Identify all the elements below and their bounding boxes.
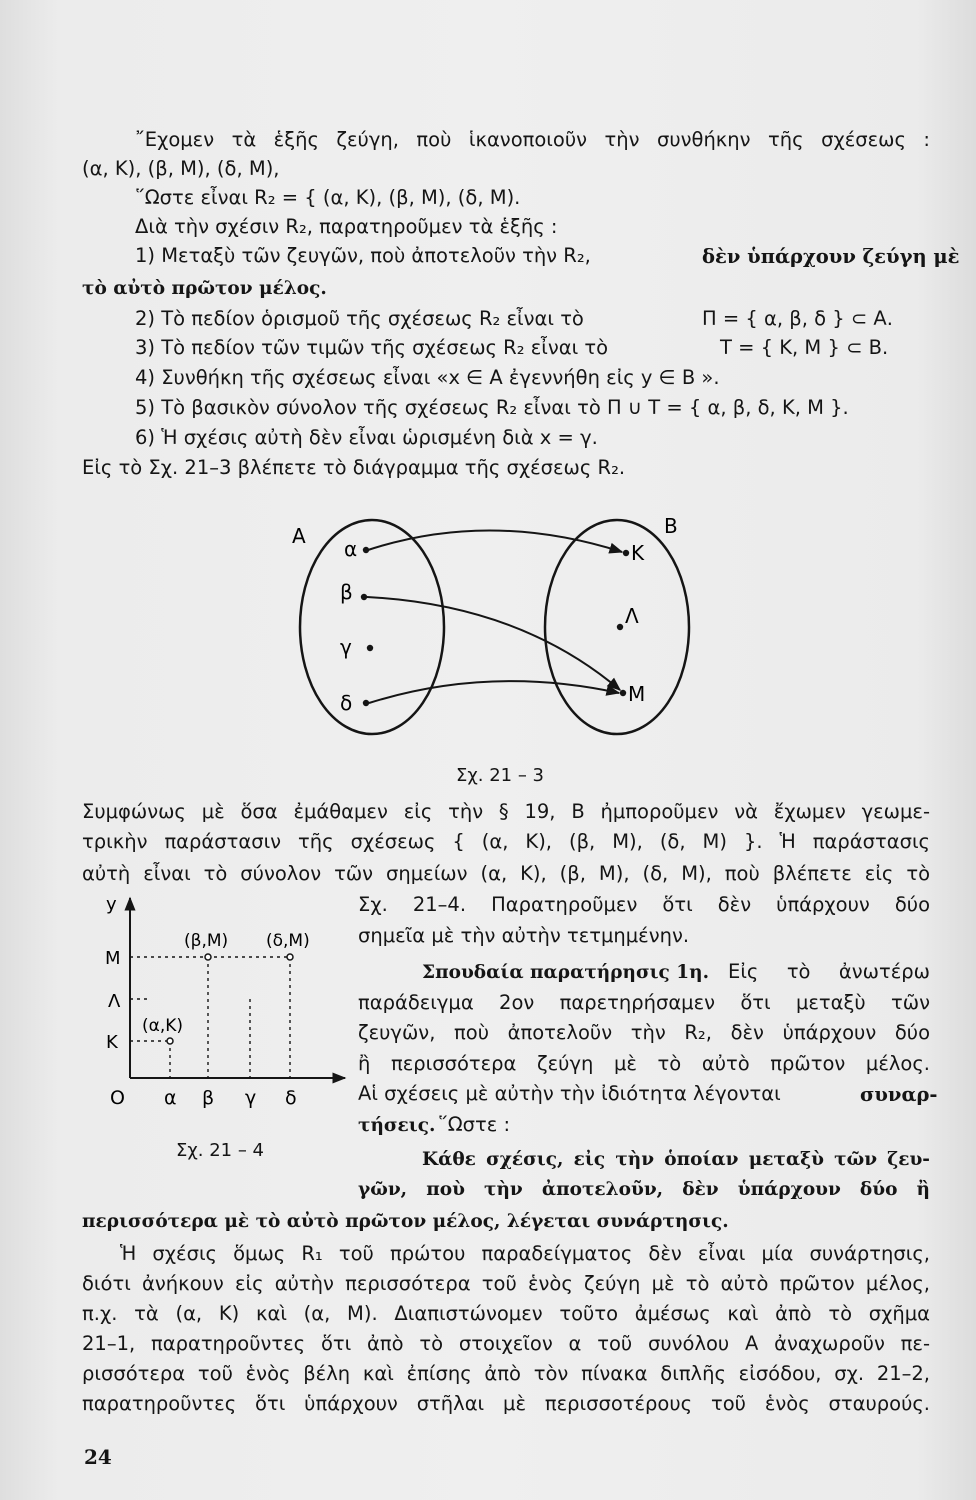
figure-21-3 xyxy=(270,505,710,795)
text-line: 2) Τὸ πεδίον ὁρισμοῦ τῆς σχέσεως R₂ εἶναι τὸ xyxy=(135,307,584,330)
bold-definition: γῶν, ποὺ τὴν ἀποτελοῦν, δὲν ὑπάρχουν δύο ἢ xyxy=(358,1179,930,1200)
bold-phrase: τήσεις. xyxy=(358,1115,436,1136)
text-line: 1) Μεταξὺ τῶν ζευγῶν, ποὺ ἀποτελοῦν τὴν R₂, xyxy=(135,244,591,267)
element-label: β xyxy=(340,580,353,604)
text-line: 5) Τὸ βασικὸν σύνολον τῆς σχέσεως R₂ εἶναι τὸ Π ∪ Τ = { α, β, δ, Κ, Μ }. xyxy=(135,396,849,419)
text-line: παρατηροῦντες ὅτι ὑπάρχουν στῆλαι μὲ περισσοτέρους τοῦ ἑνὸς σταυρούς. xyxy=(82,1392,930,1415)
point-delta-m xyxy=(287,954,293,960)
element-label: Κ xyxy=(631,541,645,565)
text-line: ῞Ωστε : xyxy=(438,1113,511,1136)
x-tick-label: β xyxy=(202,1087,215,1109)
set-definition: Τ = { Κ, Μ } ⊂ Β. xyxy=(720,336,889,359)
text-line: (α, Κ), (β, Μ), (δ, Μ), xyxy=(82,157,280,180)
text-line: Σχ. 21–4. Παρατηροῦμεν ὅτι δὲν ὑπάρχουν δύο xyxy=(358,893,930,916)
figure-21-4 xyxy=(100,888,350,1110)
y-axis-label: y xyxy=(106,894,117,915)
bold-phrase: τὸ αὐτὸ πρῶτον μέλος. xyxy=(82,278,327,299)
bold-definition: περισσότερα μὲ τὸ αὐτὸ πρῶτον μέλος, λέγεται συνάρτησις. xyxy=(82,1211,729,1232)
text-line: ρισσότερα τοῦ ἑνὸς βέλη καὶ ἐπίσης ἀπὸ τὸν πίνακα διπλῆς εἰσόδου, σχ. 21–2, xyxy=(82,1362,930,1385)
element-label: γ xyxy=(340,635,352,659)
origin-label: O xyxy=(110,1087,125,1109)
point-label: (α,Κ) xyxy=(142,1016,184,1036)
y-tick-label: Λ xyxy=(108,991,121,1012)
arrow-beta-m xyxy=(367,597,620,690)
figure-caption: Σχ. 21 – 3 xyxy=(456,765,545,786)
point-label: (δ,Μ) xyxy=(266,931,310,951)
text-line: ῎Εχομεν τὰ ἑξῆς ζεύγη, ποὺ ἱκανοποιοῦν τὴν συνθήκην τῆς σχέσεως : xyxy=(135,128,930,151)
element-label: δ xyxy=(340,691,353,715)
x-tick-label: γ xyxy=(245,1087,257,1109)
text-line: Συμφώνως μὲ ὅσα ἐμάθαμεν εἰς τὴν § 19, Β ἠμποροῦμεν νὰ ἔχωμεν γεωμε- xyxy=(82,800,930,823)
point-alpha-k xyxy=(167,1038,173,1044)
text-line: ζευγῶν, ποὺ ἀποτελοῦν τὴν R₂, δὲν ὑπάρχουν δύο xyxy=(358,1021,930,1044)
page-number: 24 xyxy=(84,1445,112,1469)
text-line: 3) Τὸ πεδίον τῶν τιμῶν τῆς σχέσεως R₂ εἶναι τὸ xyxy=(135,336,609,359)
element-label: α xyxy=(344,537,358,561)
element-label: Μ xyxy=(628,682,646,706)
text-line: τρικὴν παράστασιν τῆς σχέσεως { (α, Κ), (β, Μ), (δ, Μ) }. Ἡ παράστασις xyxy=(82,830,930,853)
bold-definition: Κάθε σχέσις, εἰς τὴν ὁποίαν μεταξὺ τῶν ζευ- xyxy=(422,1149,930,1170)
figure-caption: Σχ. 21 – 4 xyxy=(176,1140,265,1161)
text-line: 4) Συνθήκη τῆς σχέσεως εἶναι «x ∈ A ἐγεννήθη εἰς y ∈ B ». xyxy=(135,366,720,389)
y-tick-label: Μ xyxy=(105,948,121,969)
text-line: αὐτὴ εἶναι τὸ σύνολον τῶν σημείων (α, Κ), (β, Μ), (δ, Μ), ποὺ βλέπετε εἰς τὸ xyxy=(82,862,930,885)
text-line: Εἰς τὸ ἀνωτέρω xyxy=(728,960,930,983)
arrow-delta-m xyxy=(369,681,619,703)
text-line: π.χ. τὰ (α, Κ) καὶ (α, Μ). Διαπιστώνομεν τοῦτο ἀμέσως καὶ ἀπὸ τὸ σχῆμα xyxy=(82,1302,930,1325)
point-beta-m xyxy=(205,954,211,960)
text-line: Ἡ σχέσις ὅμως R₁ τοῦ πρώτου παραδείγματος δὲν εἶναι μία συνάρτησις, xyxy=(120,1242,930,1265)
x-tick-label: α xyxy=(164,1087,177,1109)
text-line: Αἱ σχέσεις μὲ αὐτὴν τὴν ἰδιότητα λέγονται xyxy=(358,1082,781,1105)
text-line: 21–1, παρατηροῦντες ὅτι ἀπὸ τὸ στοιχεῖον α τοῦ συνόλου Α ἀναχωροῦν πε- xyxy=(82,1332,930,1355)
text-line: διότι ἀνήκουν εἰς αὐτὴν περισσότερα τοῦ ἑνὸς ζεύγη μὲ τὸ αὐτὸ πρῶτον μέλος, xyxy=(82,1272,930,1295)
set-b-label: B xyxy=(664,514,678,538)
text-line: ἢ περισσότερα ζεύγη μὲ τὸ αὐτὸ πρῶτον μέλος. xyxy=(358,1052,930,1075)
point-label: (β,Μ) xyxy=(184,931,229,951)
set-a-label: A xyxy=(292,524,306,548)
text-line: 6) Ἡ σχέσις αὐτὴ δὲν εἶναι ὡρισμένη διὰ x = γ. xyxy=(135,426,598,449)
text-line: Εἰς τὸ Σχ. 21–3 βλέπετε τὸ διάγραμμα τῆς σχέσεως R₂. xyxy=(82,456,626,479)
text-line: παράδειγμα 2ον παρετηρήσαμεν ὅτι μεταξὺ τῶν xyxy=(358,991,930,1014)
bold-phrase: συναρ- xyxy=(860,1083,938,1106)
element-label: Λ xyxy=(625,604,639,628)
set-definition: Π = { α, β, δ } ⊂ Α. xyxy=(702,307,893,330)
bold-phrase: δὲν ὑπάρχουν ζεύγη μὲ xyxy=(702,245,960,268)
text-line: Διὰ τὴν σχέσιν R₂, παρατηροῦμεν τὰ ἑξῆς : xyxy=(135,215,558,238)
text-line: ῞Ωστε εἶναι R₂ = { (α, Κ), (β, Μ), (δ, Μ). xyxy=(135,186,521,209)
bold-heading: Σπουδαία παρατήρησις 1η. xyxy=(422,962,710,983)
x-tick-label: δ xyxy=(285,1087,297,1109)
text-line: σημεῖα μὲ τὴν αὐτὴν τετμημένην. xyxy=(358,924,690,947)
y-tick-label: Κ xyxy=(106,1032,118,1053)
